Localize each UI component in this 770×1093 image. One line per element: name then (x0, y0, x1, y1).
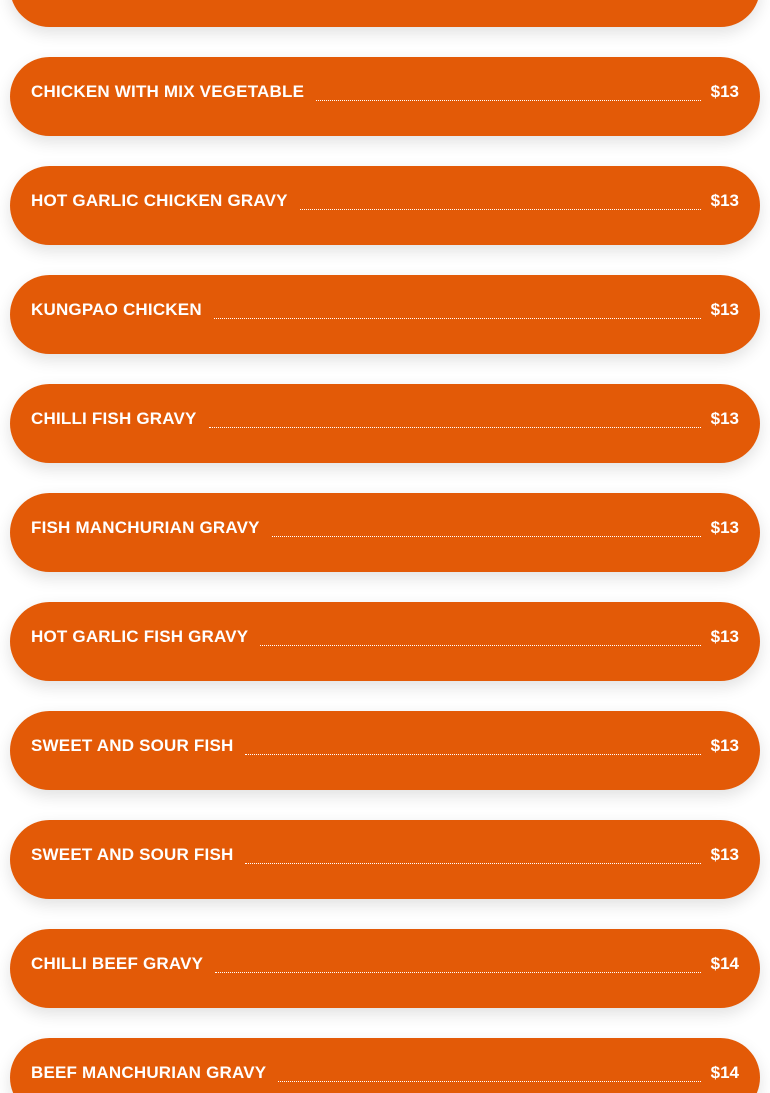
menu-item-row (31, 844, 739, 866)
dotted-leader (245, 863, 700, 864)
menu-item-partial[interactable] (10, 0, 760, 27)
menu-item-price: $13 (710, 191, 739, 210)
menu-item-price: $13 (710, 409, 739, 428)
menu-item-row (31, 190, 739, 212)
dotted-leader (215, 972, 700, 973)
menu-item-chilli-fish-gravy[interactable] (10, 384, 760, 463)
menu-item-name: CHICKEN WITH MIX VEGETABLE (31, 82, 305, 101)
menu-item-name: KUNGPAO CHICKEN (31, 300, 202, 319)
menu-item-name: FISH MANCHURIAN GRAVY (31, 518, 260, 537)
menu-item-chicken-with-mix-vegetable[interactable] (10, 57, 760, 136)
menu-item-row (31, 1062, 739, 1084)
dotted-leader (278, 1081, 700, 1082)
menu-item-fish-manchurian-gravy[interactable] (10, 493, 760, 572)
menu-item-price: $13 (710, 518, 739, 537)
menu-item-price: $13 (710, 845, 739, 864)
menu-item-row (31, 735, 739, 757)
menu-item-price: $14 (710, 954, 739, 973)
menu-item-price: $13 (710, 736, 739, 755)
menu-item-price: $13 (710, 82, 739, 101)
menu-item-sweet-and-sour-fish[interactable] (10, 711, 760, 790)
menu-item-row (31, 626, 739, 648)
menu-item-kungpao-chicken[interactable] (10, 275, 760, 354)
dotted-leader (260, 645, 700, 646)
dotted-leader (209, 427, 701, 428)
dotted-leader (272, 536, 701, 537)
menu-item-sweet-and-sour-fish-2[interactable] (10, 820, 760, 899)
menu-item-price: $13 (710, 300, 739, 319)
menu-item-row (31, 299, 739, 321)
menu-item-chilli-beef-gravy[interactable] (10, 929, 760, 1008)
dotted-leader (300, 209, 701, 210)
menu-item-hot-garlic-chicken-gravy[interactable] (10, 166, 760, 245)
menu-item-price: $13 (710, 627, 739, 646)
dotted-leader (316, 100, 701, 101)
menu-item-hot-garlic-fish-gravy[interactable] (10, 602, 760, 681)
menu-item-row (31, 81, 739, 103)
menu-item-name: SWEET AND SOUR FISH (31, 845, 234, 864)
menu-item-name: BEEF MANCHURIAN GRAVY (31, 1063, 267, 1082)
menu-item-price: $14 (710, 1063, 739, 1082)
menu-item-name: HOT GARLIC CHICKEN GRAVY (31, 191, 288, 210)
dotted-leader (214, 318, 701, 319)
menu-item-name: HOT GARLIC FISH GRAVY (31, 627, 249, 646)
menu-item-row (31, 517, 739, 539)
menu-item-row (31, 408, 739, 430)
menu-item-name: SWEET AND SOUR FISH (31, 736, 234, 755)
dotted-leader (245, 754, 700, 755)
menu-item-beef-manchurian-gravy[interactable] (10, 1038, 760, 1093)
menu-item-row (31, 953, 739, 975)
menu-item-name: CHILLI BEEF GRAVY (31, 954, 204, 973)
menu-item-name: CHILLI FISH GRAVY (31, 409, 197, 428)
